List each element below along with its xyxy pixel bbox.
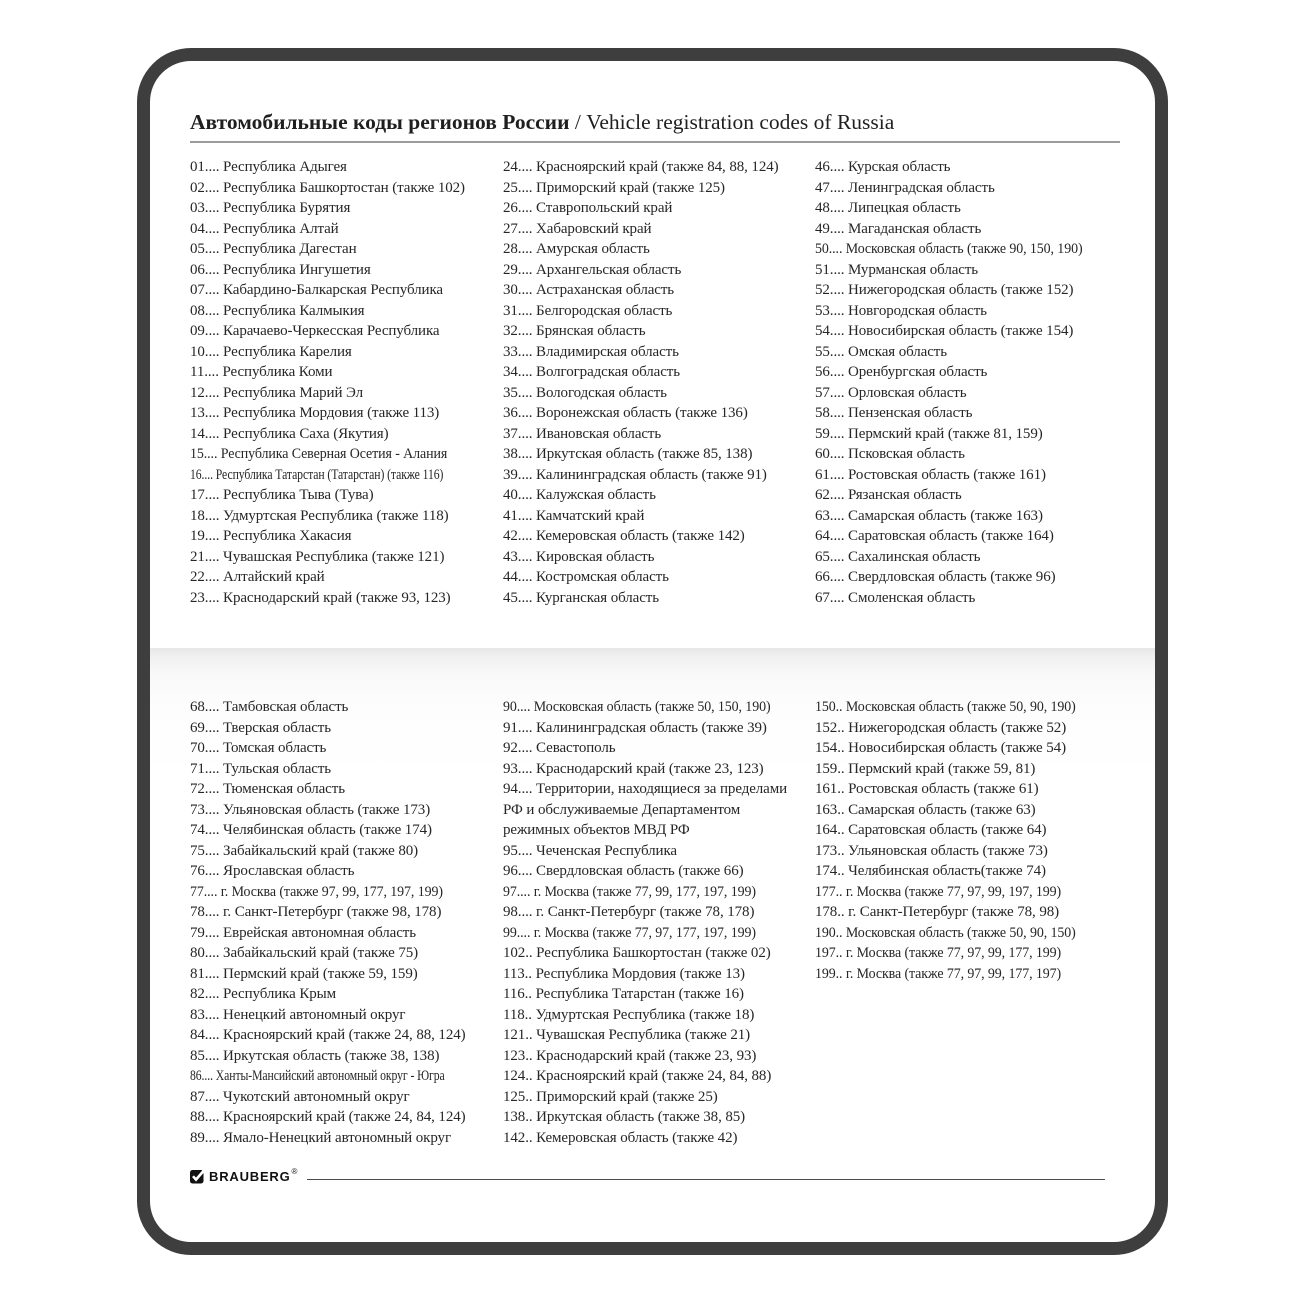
region-code-entry: 76.... Ярославская область (190, 863, 355, 879)
region-code-entry: 67.... Смоленская область (815, 589, 976, 606)
region-code-entry: 24.... Красноярский край (также 84, 88, 124) (503, 159, 779, 175)
region-code-entry: 60.... Псковская область (815, 446, 965, 462)
title-underline (190, 141, 1120, 143)
region-code-entry: 90.... Московская область (также 50, 150, 190) (503, 699, 771, 715)
region-code-entry: 73.... Ульяновская область (также 173) (190, 801, 431, 818)
region-code-entry: 125.. Приморский край (также 25) (503, 1088, 718, 1105)
region-code-entry: 94.... Территории, находящиеся за пределами РФ и обслуживаемые Департаментом режимных объектов МВД РФ (503, 781, 788, 838)
region-code-entry: 06.... Республика Ингушетия (190, 261, 371, 278)
page-title-russian: Автомобильные коды регионов России (190, 110, 570, 134)
region-code-entry: 09.... Карачаево-Черкесская Республика (190, 323, 440, 339)
region-code-entry: 178.. г. Санкт-Петербург (также 78, 98) (815, 904, 1060, 920)
region-code-entry: 18.... Удмуртская Республика (также 118) (190, 507, 449, 524)
codes-bottom-column-3 (815, 697, 1127, 984)
region-code-entry: 41.... Камчатский край (503, 507, 645, 524)
region-code-entry: 84.... Красноярский край (также 24, 88, 124) (190, 1027, 466, 1043)
region-code-entry: 39.... Калининградская область (также 91) (503, 466, 767, 483)
region-code-entry: 77.... г. Москва (также 97, 99, 177, 197, 199) (190, 883, 443, 900)
codes-top-column-3 (815, 157, 1127, 608)
region-code-entry: 154.. Новосибирская область (также 54) (815, 740, 1066, 756)
region-code-entry: 51.... Мурманская область (815, 261, 979, 278)
region-code-entry: 40.... Калужская область (503, 487, 656, 503)
region-code-entry: 57.... Орловская область (815, 384, 967, 401)
region-code-entry: 124.. Красноярский край (также 24, 84, 88) (503, 1068, 772, 1084)
region-code-entry: 52.... Нижегородская область (также 152) (815, 282, 1074, 298)
region-code-entry: 83.... Ненецкий автономный округ (190, 1006, 406, 1023)
region-code-entry: 14.... Республика Саха (Якутия) (190, 425, 389, 442)
region-code-entry: 72.... Тюменская область (190, 781, 345, 797)
region-code-entry: 56.... Оренбургская область (815, 364, 988, 380)
region-code-entry: 19.... Республика Хакасия (190, 528, 352, 544)
brauberg-checkmark-icon (190, 1169, 205, 1184)
region-code-entry: 138.. Иркутская область (также 38, 85) (503, 1109, 746, 1125)
region-code-entry: 13.... Республика Мордовия (также 113) (190, 405, 440, 421)
page-title (190, 110, 894, 135)
region-code-entry: 65.... Сахалинская область (815, 548, 981, 565)
region-code-entry: 80.... Забайкальский край (также 75) (190, 945, 419, 961)
region-code-entry: 32.... Брянская область (503, 323, 646, 339)
region-code-entry: 15.... Республика Северная Осетия - Алания (190, 446, 448, 462)
region-code-entry: 12.... Республика Марий Эл (190, 384, 364, 401)
region-code-entry: 16.... Республика Татарстан (Татарстан) (также 116) (190, 466, 444, 483)
region-code-entry: 163.. Самарская область (также 63) (815, 801, 1036, 818)
region-code-entry: 28.... Амурская область (503, 241, 650, 257)
region-code-entry: 61.... Ростовская область (также 161) (815, 466, 1046, 483)
region-code-entry: 30.... Астраханская область (503, 282, 675, 298)
region-code-entry: 36.... Воронежская область (также 136) (503, 405, 748, 421)
region-code-entry: 22.... Алтайский край (190, 569, 325, 585)
region-code-entry: 45.... Курганская область (503, 589, 659, 606)
region-code-entry: 98.... г. Санкт-Петербург (также 78, 178) (503, 904, 755, 920)
region-code-entry: 08.... Республика Калмыкия (190, 302, 365, 319)
region-code-entry: 31.... Белгородская область (503, 302, 673, 319)
region-code-entry: 174.. Челябинская область(также 74) (815, 863, 1046, 879)
region-code-entry: 38.... Иркутская область (также 85, 138) (503, 446, 753, 462)
region-code-entry: 03.... Республика Бурятия (190, 200, 351, 216)
region-code-entry: 46.... Курская область (815, 159, 951, 175)
region-code-entry: 47.... Ленинградская область (815, 179, 995, 196)
region-code-entry: 92.... Севастополь (503, 740, 616, 756)
region-code-entry: 150.. Московская область (также 50, 90, 190) (815, 699, 1076, 715)
region-code-entry: 86.... Ханты-Мансийский автономный округ - Югра (190, 1068, 445, 1084)
region-code-entry: 29.... Архангельская область (503, 261, 682, 278)
region-code-entry: 71.... Тульская область (190, 760, 332, 777)
region-code-entry: 42.... Кемеровская область (также 142) (503, 528, 745, 544)
region-code-entry: 35.... Вологодская область (503, 384, 667, 401)
region-code-entry: 116.. Республика Татарстан (также 16) (503, 986, 744, 1002)
region-code-entry: 81.... Пермский край (также 59, 159) (190, 965, 418, 982)
region-code-entry: 79.... Еврейская автономная область (190, 924, 416, 941)
region-code-entry: 48.... Липецкая область (815, 200, 961, 216)
region-code-entry: 02.... Республика Башкортостан (также 102) (190, 179, 465, 196)
page-title-english: / Vehicle registration codes of Russia (569, 110, 895, 134)
region-code-entry: 121.. Чувашская Республика (также 21) (503, 1027, 751, 1043)
registered-trademark-mark: ® (291, 1167, 298, 1176)
region-code-entry: 58.... Пензенская область (815, 405, 973, 421)
region-code-entry: 63.... Самарская область (также 163) (815, 507, 1043, 524)
region-code-entry: 96.... Свердловская область (также 66) (503, 863, 744, 879)
region-code-entry: 55.... Омская область (815, 343, 947, 360)
region-code-entry: 66.... Свердловская область (также 96) (815, 569, 1056, 585)
region-code-entry: 25.... Приморский край (также 125) (503, 179, 725, 196)
footer (190, 1168, 1105, 1185)
region-code-entry: 118.. Удмуртская Республика (также 18) (503, 1006, 755, 1023)
region-code-entry: 27.... Хабаровский край (503, 220, 652, 237)
brauberg-wordmark: BRAUBERG (209, 1169, 291, 1184)
region-code-entry: 123.. Краснодарский край (также 23, 93) (503, 1047, 757, 1064)
region-code-entry: 64.... Саратовская область (также 164) (815, 528, 1054, 544)
region-code-entry: 161.. Ростовская область (также 61) (815, 781, 1039, 797)
region-code-entry: 50.... Московская область (также 90, 150, 190) (815, 241, 1083, 257)
region-code-entry: 49.... Магаданская область (815, 220, 982, 237)
region-code-entry: 197.. г. Москва (также 77, 97, 99, 177, 199) (815, 945, 1062, 961)
region-code-entry: 68.... Тамбовская область (190, 699, 349, 715)
codes-bottom-column-1 (190, 697, 502, 1148)
region-code-entry: 62.... Рязанская область (815, 487, 962, 503)
region-code-entry: 113.. Республика Мордовия (также 13) (503, 965, 745, 982)
region-code-entry: 152.. Нижегородская область (также 52) (815, 719, 1067, 736)
codes-top-column-1 (190, 157, 502, 608)
region-code-entry: 177.. г. Москва (также 77, 97, 99, 197, 199) (815, 883, 1062, 900)
region-code-entry: 26.... Ставропольский край (503, 200, 673, 216)
region-code-entry: 164.. Саратовская область (также 64) (815, 822, 1047, 838)
region-code-entry: 199.. г. Москва (также 77, 97, 99, 177, 197) (815, 965, 1062, 982)
region-code-entry: 23.... Краснодарский край (также 93, 123) (190, 589, 451, 606)
region-code-entry: 70.... Томская область (190, 740, 327, 756)
region-code-entry: 33.... Владимирская область (503, 343, 679, 360)
region-code-entry: 142.. Кемеровская область (также 42) (503, 1129, 738, 1146)
region-code-entry: 54.... Новосибирская область (также 154) (815, 323, 1074, 339)
region-code-entry: 89.... Ямало-Ненецкий автономный округ (190, 1129, 451, 1146)
region-code-entry: 87.... Чукотский автономный округ (190, 1088, 410, 1105)
region-code-entry: 102.. Республика Башкортостан (также 02) (503, 945, 771, 961)
region-code-entry: 01.... Республика Адыгея (190, 159, 347, 175)
region-code-entry: 93.... Краснодарский край (также 23, 123) (503, 760, 764, 777)
region-code-entry: 82.... Республика Крым (190, 986, 337, 1002)
region-code-entry: 99.... г. Москва (также 77, 97, 177, 197, 199) (503, 924, 756, 941)
region-code-entry: 75.... Забайкальский край (также 80) (190, 842, 419, 859)
region-code-entry: 190.. Московская область (также 50, 90, 150) (815, 924, 1076, 941)
region-code-entry: 78.... г. Санкт-Петербург (также 98, 178) (190, 904, 442, 920)
codes-top-column-2 (503, 157, 815, 608)
region-code-entry: 11.... Республика Коми (190, 364, 333, 380)
region-code-entry: 37.... Ивановская область (503, 425, 662, 442)
region-code-entry: 17.... Республика Тыва (Тува) (190, 487, 374, 503)
region-code-entry: 44.... Костромская область (503, 569, 669, 585)
footer-rule-line (307, 1179, 1105, 1181)
region-code-entry: 59.... Пермский край (также 81, 159) (815, 425, 1043, 442)
region-code-entry: 159.. Пермский край (также 59, 81) (815, 760, 1036, 777)
region-code-entry: 05.... Республика Дагестан (190, 241, 357, 257)
region-code-entry: 21.... Чувашская Республика (также 121) (190, 548, 445, 565)
region-code-entry: 74.... Челябинская область (также 174) (190, 822, 432, 838)
region-code-entry: 04.... Республика Алтай (190, 220, 339, 237)
region-code-entry: 53.... Новгородская область (815, 302, 987, 319)
brauberg-logo (190, 1168, 297, 1185)
region-code-entry: 91.... Калининградская область (также 39) (503, 719, 767, 736)
region-code-entry: 173.. Ульяновская область (также 73) (815, 842, 1048, 859)
region-code-entry: 85.... Иркутская область (также 38, 138) (190, 1047, 440, 1064)
region-code-entry: 97.... г. Москва (также 77, 99, 177, 197, 199) (503, 883, 756, 900)
region-code-entry: 88.... Красноярский край (также 24, 84, 124) (190, 1109, 466, 1125)
region-code-entry: 69.... Тверская область (190, 719, 331, 736)
region-code-entry: 10.... Республика Карелия (190, 343, 352, 360)
region-code-entry: 34.... Волгоградская область (503, 364, 680, 380)
region-code-entry: 07.... Кабардино-Балкарская Республика (190, 282, 443, 298)
region-code-entry: 43.... Кировская область (503, 548, 655, 565)
region-code-entry: 95.... Чеченская Республика (503, 842, 677, 859)
codes-bottom-column-2 (503, 697, 815, 1148)
